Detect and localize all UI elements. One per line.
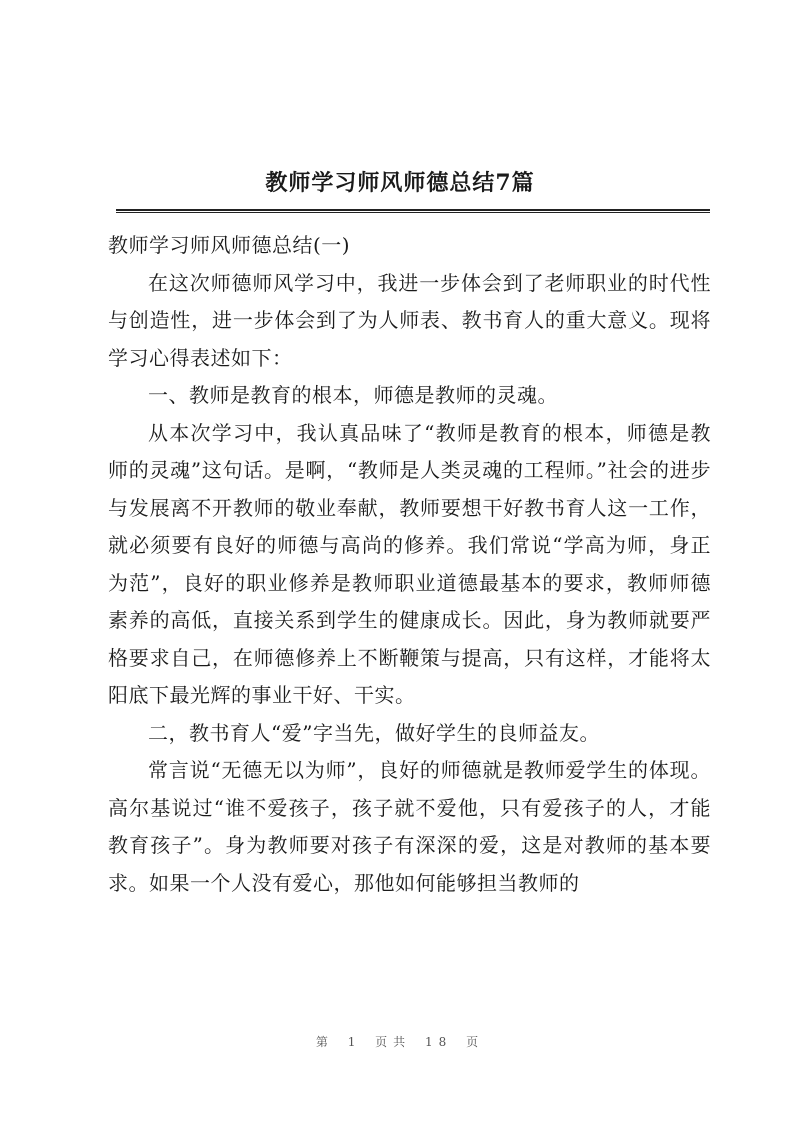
footer-current-page: 1 xyxy=(347,1035,362,1049)
footer-prefix: 第 xyxy=(315,1035,334,1049)
section-heading: 教师学习师风师德总结(一) xyxy=(108,233,351,257)
paragraph-point-two: 二，教书育人“爱”字当先，做好学生的良师益友。 xyxy=(148,720,600,745)
footer-suffix: 页 xyxy=(466,1035,485,1049)
document-body xyxy=(108,227,711,902)
paragraph-point-two-body: 常言说“无德无以为师”，良好的师德就是教师爱学生的体现。高尔基说过“谁不爱孩子，孩子就不爱他，只有爱孩子的人，才能教育孩子”。身为教师要对孩子有深深的爱，这是对教师的基本要求。如果一个人没有爱心，那他如何能够担当教师的 xyxy=(108,758,711,895)
paragraph-point-one-body: 从本次学习中，我认真品味了“教师是教育的根本，师德是教师的灵魂”这句话。是啊，“教师是人类灵魂的工程师。”社会的进步与发展离不开教师的敬业奉献，教师要想干好教书育人这一工作，就必须要有良好的师德与高尚的修养。我们常说“学高为师，身正为范”，良好的职业修养是教师职业道德最基本的要求，教师师德素养的高低，直接关系到学生的健康成长。因此，身为教师就要严格要求自己，在师德修养上不断鞭策与提高，只有这样，才能将太阳底下最光辉的事业干好、干实。 xyxy=(108,420,711,707)
page-number-footer xyxy=(0,1033,800,1050)
paragraph-point-one: 一、教师是教育的根本，师德是教师的灵魂。 xyxy=(148,383,558,407)
title-divider xyxy=(116,209,710,213)
footer-middle: 页共 xyxy=(375,1035,412,1049)
paragraph-intro: 在这次师德师风学习中，我进一步体会到了老师职业的时代性与创造性，进一步体会到了为人师表、教书育人的重大意义。现将学习心得表述如下： xyxy=(108,270,711,370)
footer-total-pages: 18 xyxy=(425,1035,453,1049)
document-title: 教师学习师风师德总结7篇 xyxy=(265,170,535,196)
